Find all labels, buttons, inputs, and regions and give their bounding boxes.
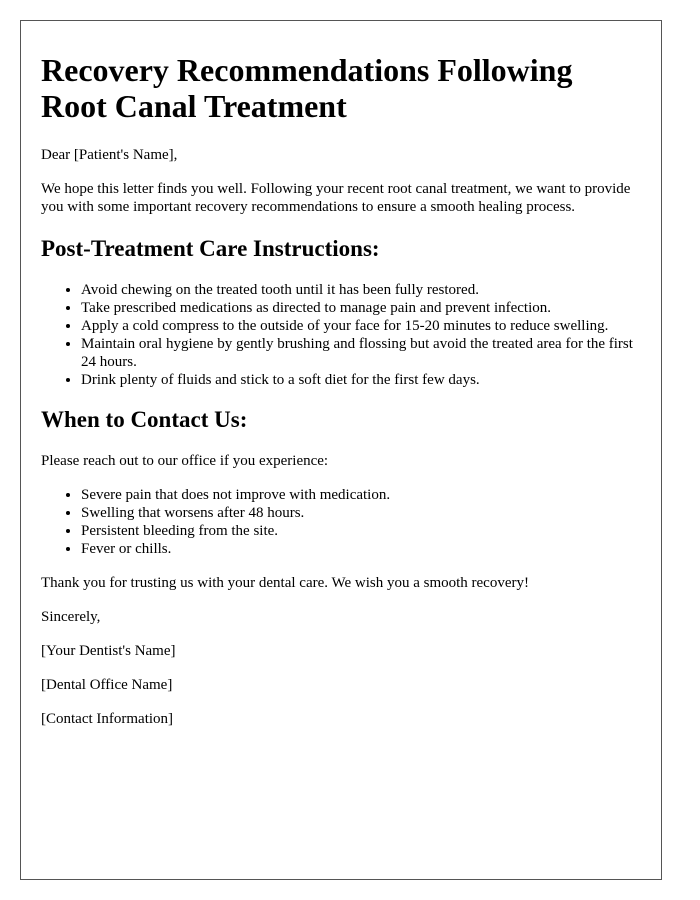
contact-heading: When to Contact Us:	[41, 407, 248, 432]
greeting: Dear [Patient's Name],	[41, 147, 178, 163]
list-item: • Take prescribed medications as directed to manage pain and prevent infection.	[81, 299, 641, 317]
intro-paragraph: We hope this letter finds you well. Following your recent root canal treatment, we want to provide you with some important recovery recommendations to ensure a smooth healing process.	[41, 181, 631, 215]
list-item: • Swelling that worsens after 48 hours.	[81, 504, 641, 522]
letter-title: Recovery Recommendations Following Root Canal Treatment	[41, 52, 573, 124]
care-heading: Post-Treatment Care Instructions:	[41, 236, 380, 261]
contact-list	[41, 486, 641, 558]
list-item: • Drink plenty of fluids and stick to a soft diet for the first few days.	[81, 371, 641, 389]
dentist-name: [Your Dentist's Name]	[41, 643, 176, 659]
thanks-paragraph: Thank you for trusting us with your dental care. We wish you a smooth recovery!	[41, 575, 529, 591]
list-item: • Severe pain that does not improve with medication.	[81, 486, 641, 504]
letter-page	[20, 20, 662, 880]
list-item: • Maintain oral hygiene by gently brushing and flossing but avoid the treated area for the first 24 hours.	[81, 335, 641, 371]
office-name: [Dental Office Name]	[41, 677, 173, 693]
list-item: • Avoid chewing on the treated tooth until it has been fully restored.	[81, 281, 641, 299]
contact-info: [Contact Information]	[41, 711, 174, 727]
list-item: • Fever or chills.	[81, 540, 641, 558]
list-item: • Apply a cold compress to the outside of your face for 15-20 minutes to reduce swelling.	[81, 317, 641, 335]
care-list	[41, 281, 641, 389]
list-item: • Persistent bleeding from the site.	[81, 522, 641, 540]
contact-intro: Please reach out to our office if you experience:	[41, 453, 329, 469]
closing: Sincerely,	[41, 609, 101, 625]
